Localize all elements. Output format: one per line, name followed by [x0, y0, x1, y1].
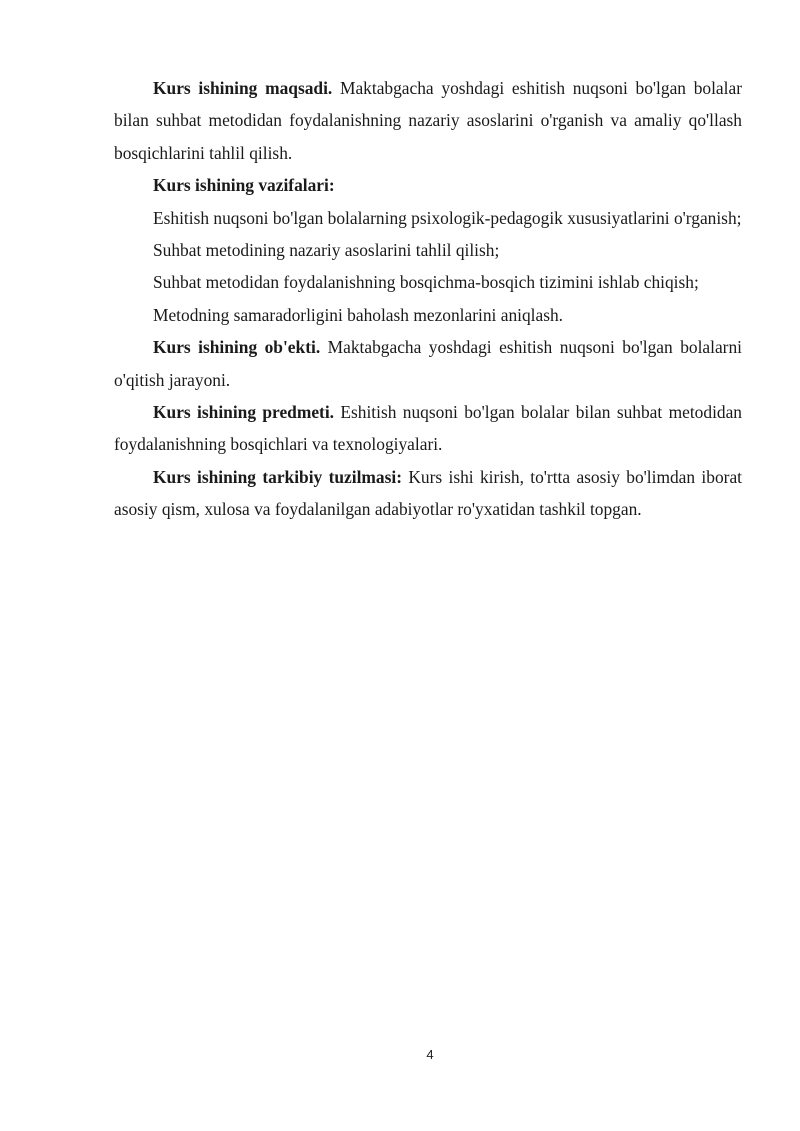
paragraph-text: Maktabgacha yoshdagi eshitish nuqsoni bo'lgan bolalar bilan suhbat metodidan foydalanishning nazariy asoslarini o'rganish va amaliy qo'llash bosqichlarini tahlil qilish. — [114, 78, 742, 163]
paragraph-goal — [114, 72, 742, 169]
paragraph-text: Eshitish nuqsoni bo'lgan bolalarning psixologik-pedagogik xususiyatlarini o'rganish; — [153, 207, 742, 228]
paragraph-task-item — [114, 299, 742, 331]
paragraph-text: Suhbat metodining nazariy asoslarini tahlil qilish; — [153, 240, 500, 261]
page-number: 4 — [426, 1047, 434, 1062]
paragraph-task-item — [114, 266, 742, 298]
paragraph-tasks-heading — [114, 169, 742, 201]
paragraph-label: Kurs ishining maqsadi. — [153, 78, 333, 98]
paragraph-text: Eshitish nuqsoni bo'lgan bolalar bilan suhbat metodidan foydalanishning bosqichlari va texnologiyalari. — [114, 402, 743, 455]
paragraph-subject — [114, 396, 742, 461]
paragraph-task-item — [114, 202, 742, 234]
paragraph-label: Kurs ishining tarkibiy tuzilmasi: — [153, 466, 403, 487]
paragraph-structure — [114, 461, 742, 526]
paragraph-label: Kurs ishining predmeti. — [153, 402, 335, 423]
paragraph-text: Kurs ishi kirish, to'rtta asosiy bo'limdan iborat asosiy qism, xulosa va foydalanilgan adabiyotlar ro'yxatidan tashkil topgan. — [114, 466, 742, 520]
paragraph-text: Suhbat metodidan foydalanishning bosqichma-bosqich tizimini ishlab chiqish; — [153, 272, 699, 293]
paragraph-text: Maktabgacha yoshdagi eshitish nuqsoni bo'lgan bolalarni o'qitish jarayoni. — [114, 337, 743, 390]
paragraph-task-item — [114, 234, 742, 266]
paragraph-object — [114, 331, 742, 396]
paragraph-label: Kurs ishining vazifalari: — [153, 175, 335, 196]
paragraph-label: Kurs ishining ob'ekti. — [153, 337, 321, 358]
paragraph-text: Metodning samaradorligini baholash mezonlarini aniqlash. — [153, 304, 564, 325]
page-content — [114, 72, 742, 526]
